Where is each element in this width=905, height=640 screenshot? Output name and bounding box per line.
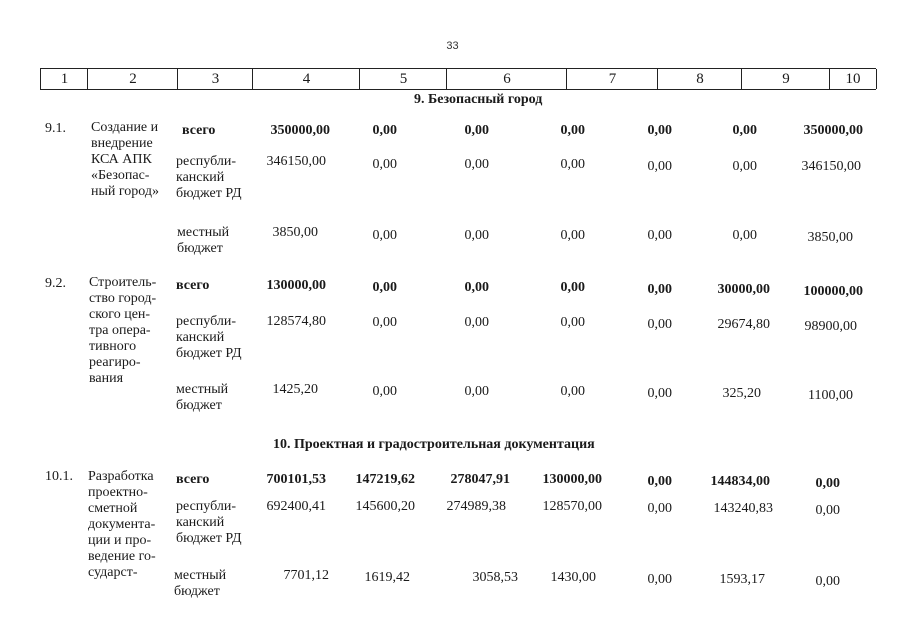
value-cell: 692400,41: [266, 499, 326, 514]
value-cell: 1430,00: [550, 570, 596, 585]
value-cell: 0,00: [372, 315, 397, 330]
value-cell: 0,00: [647, 123, 672, 138]
value-cell: 0,00: [560, 123, 585, 138]
section-title: 9. Безопасный город: [414, 92, 543, 107]
value-cell: 0,00: [372, 157, 397, 172]
section-title: 10. Проектная и градостроительная документация: [273, 437, 595, 452]
value-cell: 0,00: [732, 123, 757, 138]
value-cell: 0,00: [647, 501, 672, 516]
value-cell: 0,00: [732, 159, 757, 174]
value-cell: 0,00: [464, 157, 489, 172]
value-cell: 128570,00: [542, 499, 602, 514]
value-cell: 0,00: [372, 123, 397, 138]
item-name: Строитель- ство город- ского цен- тра опера- тивного реагиро- вания: [89, 275, 157, 386]
column-header: 7: [566, 69, 658, 89]
value-cell: 0,00: [464, 384, 489, 399]
item-name: Создание и внедрение КСА АПК «Безопас- ный город»: [91, 120, 160, 199]
value-cell: 147219,62: [355, 472, 415, 487]
column-header-row: [40, 68, 876, 90]
value-cell: 0,00: [464, 228, 489, 243]
value-cell: 346150,00: [266, 154, 326, 169]
value-cell: 0,00: [815, 503, 840, 518]
value-cell: 278047,91: [450, 472, 510, 487]
item-number: 9.2.: [45, 276, 66, 291]
value-cell: 144834,00: [710, 474, 770, 489]
column-header: 6: [446, 69, 567, 89]
row-type: всего: [176, 472, 210, 487]
row-type: республи- канский бюджет РД: [176, 154, 242, 201]
value-cell: 325,20: [722, 386, 761, 401]
value-cell: 1619,42: [364, 570, 410, 585]
column-header: 5: [359, 69, 447, 89]
row-type: республи- канский бюджет РД: [176, 499, 242, 546]
value-cell: 130000,00: [266, 278, 326, 293]
value-cell: 0,00: [560, 157, 585, 172]
value-cell: 0,00: [647, 159, 672, 174]
value-cell: 0,00: [560, 280, 585, 295]
column-header: 8: [657, 69, 742, 89]
value-cell: 0,00: [372, 228, 397, 243]
value-cell: 0,00: [464, 123, 489, 138]
value-cell: 128574,80: [266, 314, 326, 329]
item-name: Разработка проектно- сметной документа- ции и про- ведение го- сударст-: [88, 469, 156, 580]
value-cell: 0,00: [464, 315, 489, 330]
value-cell: 700101,53: [266, 472, 326, 487]
value-cell: 0,00: [815, 476, 840, 491]
column-header: 9: [741, 69, 830, 89]
value-cell: 3850,00: [807, 230, 853, 245]
value-cell: 0,00: [647, 317, 672, 332]
value-cell: 0,00: [647, 572, 672, 587]
value-cell: 1100,00: [808, 388, 853, 403]
value-cell: 0,00: [732, 228, 757, 243]
value-cell: 350000,00: [270, 123, 330, 138]
column-header: 2: [87, 69, 178, 89]
value-cell: 0,00: [647, 474, 672, 489]
row-type: всего: [176, 278, 210, 293]
item-number: 10.1.: [45, 469, 73, 484]
value-cell: 0,00: [464, 280, 489, 295]
value-cell: 0,00: [647, 228, 672, 243]
value-cell: 350000,00: [803, 123, 863, 138]
value-cell: 0,00: [560, 384, 585, 399]
value-cell: 7701,12: [283, 568, 329, 583]
value-cell: 3850,00: [272, 225, 318, 240]
value-cell: 0,00: [560, 228, 585, 243]
row-type: республи- канский бюджет РД: [176, 314, 242, 361]
row-type: местный бюджет: [176, 382, 229, 413]
column-header: 1: [40, 69, 88, 89]
value-cell: 130000,00: [542, 472, 602, 487]
row-type: местный бюджет: [177, 225, 230, 256]
column-header: 10: [829, 69, 877, 89]
value-cell: 143240,83: [713, 501, 773, 516]
item-number: 9.1.: [45, 121, 66, 136]
value-cell: 1425,20: [272, 382, 318, 397]
value-cell: 274989,38: [446, 499, 506, 514]
column-header: 3: [177, 69, 253, 89]
value-cell: 0,00: [372, 280, 397, 295]
value-cell: 30000,00: [717, 282, 770, 297]
column-header: 4: [252, 69, 360, 89]
value-cell: 100000,00: [803, 284, 863, 299]
value-cell: 0,00: [815, 574, 840, 589]
value-cell: 3058,53: [472, 570, 518, 585]
value-cell: 0,00: [372, 384, 397, 399]
value-cell: 29674,80: [717, 317, 770, 332]
value-cell: 1593,17: [719, 572, 765, 587]
value-cell: 145600,20: [355, 499, 415, 514]
value-cell: 0,00: [647, 282, 672, 297]
value-cell: 0,00: [647, 386, 672, 401]
row-type: всего: [182, 123, 216, 138]
row-type: местный бюджет: [174, 568, 227, 599]
page-number: 33: [446, 40, 459, 52]
value-cell: 0,00: [560, 315, 585, 330]
value-cell: 98900,00: [804, 319, 857, 334]
value-cell: 346150,00: [801, 159, 861, 174]
